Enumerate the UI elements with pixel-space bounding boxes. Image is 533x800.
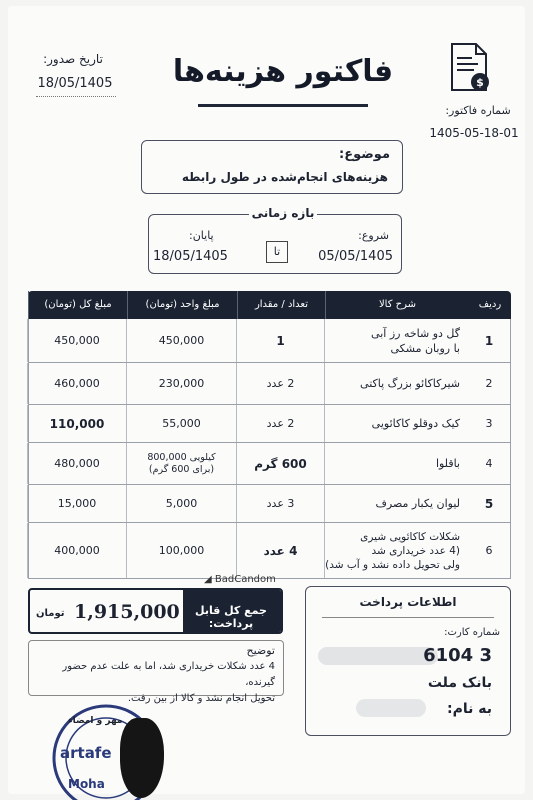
period-title: بازه زمانی [249, 206, 317, 220]
card-number-redaction [318, 647, 438, 665]
period-start-label: شروع: [358, 229, 389, 242]
row-number: 4 [485, 457, 493, 470]
row-quantity: 1 [236, 319, 324, 362]
row-total-price: 450,000 [27, 319, 126, 362]
stamp-text-2: Moha [68, 777, 105, 791]
notes-line: تحویل انجام نشد و کالا از بین رفت. [127, 693, 275, 704]
period-start-date: 05/05/1405 [318, 249, 393, 264]
grand-total-amount: 1,915,000 [74, 601, 180, 623]
row-unit-price: 55,000 [126, 405, 236, 442]
card-number-value: 6104 3 [423, 645, 492, 666]
row-unit-price: 5,000 [126, 485, 236, 522]
svg-text:$: $ [476, 76, 484, 89]
row-description [324, 319, 468, 362]
period-end-label: پایان: [189, 229, 214, 242]
header-total-price: مبلغ کل (تومان) [28, 291, 127, 319]
invoice-number-label: شماره فاکتور: [445, 104, 511, 117]
table-row [28, 319, 511, 363]
account-name-redaction [356, 699, 426, 717]
row-total-price: 110,000 [27, 405, 126, 442]
row-description: لیوان یکبار مصرف [324, 485, 468, 522]
header-row-number: ردیف [478, 299, 502, 310]
period-box [148, 206, 402, 274]
period-to-label: تا [266, 241, 288, 263]
row-description-line: گل دو شاخه رز آبی [371, 326, 460, 340]
subject-text: هزینه‌های انجام‌شده در طول رابطه [181, 170, 388, 184]
row-description [324, 523, 468, 578]
header-unit-price: مبلغ واحد (تومان) [127, 291, 237, 319]
account-name-label: به نام: [447, 701, 492, 717]
issue-date-underline [36, 96, 116, 97]
row-description-line: شکلات کاکائویی شیری [360, 530, 460, 543]
notes-box [28, 640, 284, 704]
row-number: 5 [484, 496, 494, 511]
row-quantity: 3 عدد [236, 485, 324, 522]
grand-total-unit: تومان [36, 608, 65, 619]
row-total-price: 460,000 [27, 363, 126, 404]
row-total-price: 480,000 [27, 443, 126, 484]
row-number: 2 [485, 377, 493, 390]
row-unit-price-note: (برای 600 گرم) [148, 463, 215, 475]
issue-date-label: تاریخ صدور: [43, 52, 103, 66]
watermark-text: ◢ BadCandom [204, 574, 276, 585]
table-row [28, 363, 511, 405]
row-unit-price: 450,000 [126, 319, 236, 362]
stamp-text-1: artafe [60, 744, 112, 762]
row-description: باقلوا [324, 443, 468, 484]
table-row [28, 443, 511, 485]
invoice-number-value: 1405-05-18-01 [429, 126, 519, 140]
row-quantity: 4 عدد [236, 523, 324, 578]
invoice-document-icon [448, 42, 492, 94]
notes-label: توضیح [246, 644, 275, 657]
notes-line: 4 عدد شکلات خریداری شد، اما به علت عدم حضور گیرنده، [62, 661, 275, 688]
row-description-line: ولی تحویل داده نشد و آب شد) [325, 558, 460, 571]
grand-total-label: جمع کل قابل پرداخت: [195, 604, 267, 630]
row-unit-price: 230,000 [126, 363, 236, 404]
subject-label: موضوع: [339, 147, 390, 162]
subject-box [141, 140, 403, 194]
items-table [28, 291, 511, 571]
invoice-page [8, 6, 525, 794]
row-description-line: با روبان مشکی [390, 341, 460, 355]
row-quantity: 600 گرم [236, 443, 324, 484]
table-header [28, 291, 511, 319]
payment-divider [322, 617, 494, 618]
page-title: فاکتور هزینه‌ها [172, 54, 394, 89]
row-description: شیرکاکائو بزرگ پاکتی [324, 363, 468, 404]
title-underline [198, 104, 368, 107]
row-unit-price-line: کیلویی 800,000 [147, 451, 216, 463]
row-number: 1 [484, 333, 494, 348]
card-number-label: شماره کارت: [444, 627, 500, 638]
table-row [28, 485, 511, 523]
watermark-label: BadCandom [214, 574, 276, 585]
row-total-price: 15,000 [27, 485, 126, 522]
row-number: 3 [485, 417, 493, 430]
row-quantity: 2 عدد [236, 363, 324, 404]
table-row [28, 405, 511, 443]
row-description-line: (4 عدد خریداری شد [371, 544, 460, 557]
row-total-price: 400,000 [27, 523, 126, 578]
row-description: کیک دوقلو کاکائویی [324, 405, 468, 442]
issue-date-value: 18/05/1405 [37, 76, 113, 91]
period-end-date: 18/05/1405 [153, 249, 228, 264]
header-description: شرح کالا [325, 291, 469, 319]
row-quantity: 2 عدد [236, 405, 324, 442]
row-unit-price: 100,000 [126, 523, 236, 578]
row-unit-price [126, 443, 236, 484]
row-number: 6 [485, 544, 493, 557]
payment-info-box [305, 586, 511, 736]
header-quantity: تعداد / مقدار [237, 291, 325, 319]
payment-title: اطلاعات پرداخت [359, 595, 457, 609]
grand-total-box [28, 588, 283, 634]
table-row [28, 523, 511, 579]
stamp-label: مهر و امضاء [68, 716, 123, 726]
bank-name: بانک ملت [427, 675, 492, 691]
